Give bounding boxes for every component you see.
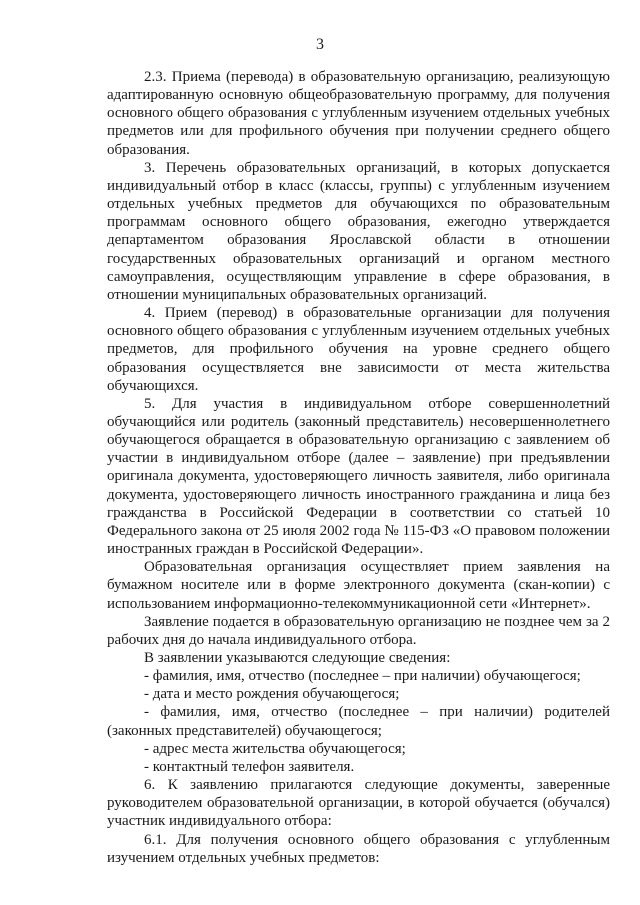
paragraph-4: 4. Прием (перевод) в образовательные организации для получения основного общего образования с углубленным изучением отдельных учебных предметов, для профильного обучения на уровне среднего общего образования осуществляется вне зависимости от места жительства обучающихся. [107,305,610,394]
document-body [107,68,610,867]
list-item-phone: - контактный телефон заявителя. [144,758,355,775]
paragraph-3: 3. Перечень образовательных организаций, в которых допускается индивидуальный отбор в класс (классы, группы) с углубленным изучением отдельных учебных предметов для обучающихся по образовательным программам основного общего образования, ежегодно утверждается департаментом образования Ярославской области в отношении государственных образовательных организаций и органом местного самоуправления, осуществляющим управление в сфере образования, в отношении муниципальных образовательных организаций. [107,159,610,303]
list-item-full-name: - фамилия, имя, отчество (последнее – при наличии) обучающегося; [144,668,581,685]
list-item-address: - адрес места жительства обучающегося; [144,740,406,757]
paragraph-application-deadline: Заявление подается в образовательную организацию не позднее чем за 2 рабочих дня до начала индивидуального отбора. [107,613,610,648]
paragraph-2-3: 2.3. Приема (перевода) в образовательную организацию, реализующую адаптированную основную общеобразовательную программу, для получения основного общего образования с углубленным изучением отдельных учебных предметов или для профильного обучения при получении среднего общего образования. [107,69,610,158]
page-number: 3 [316,36,324,53]
list-item-birth: - дата и место рождения обучающегося; [144,686,400,703]
paragraph-6-1: 6.1. Для получения основного общего образования с углубленным изучением отдельных учебных предметов: [107,831,610,866]
paragraph-5: 5. Для участия в индивидуальном отборе совершеннолетний обучающийся или родитель (законный представитель) несовершеннолетнего обучающегося обращается в образовательную организацию с заявлением об участии в индивидуальном отборе (далее – заявление) при предъявлении оригинала документа, удостоверяющего личность заявителя, либо оригинала документа, удостоверяющего личность иностранного гражданина и лица без гражданства в Российской Федерации в соответствии со статьей 10 Федерального закона от 25 июля 2002 года № 115-ФЗ «О правовом положении иностранных граждан в Российской Федерации». [107,395,610,558]
paragraph-application-form: Образовательная организация осуществляет прием заявления на бумажном носителе или в форме электронного документа (скан-копии) с использованием информационно-телекоммуникационной сети «Интернет». [107,559,610,612]
paragraph-6: 6. К заявлению прилагаются следующие документы, заверенные руководителем образовательной организации, в которой обучается (обучался) участник индивидуального отбора: [107,777,610,830]
paragraph-application-fields-intro: В заявлении указываются следующие сведения: [144,650,451,666]
list-item-parents: - фамилия, имя, отчество (последнее – при наличии) родителей (законных представителей) обучающегося; [107,704,610,739]
